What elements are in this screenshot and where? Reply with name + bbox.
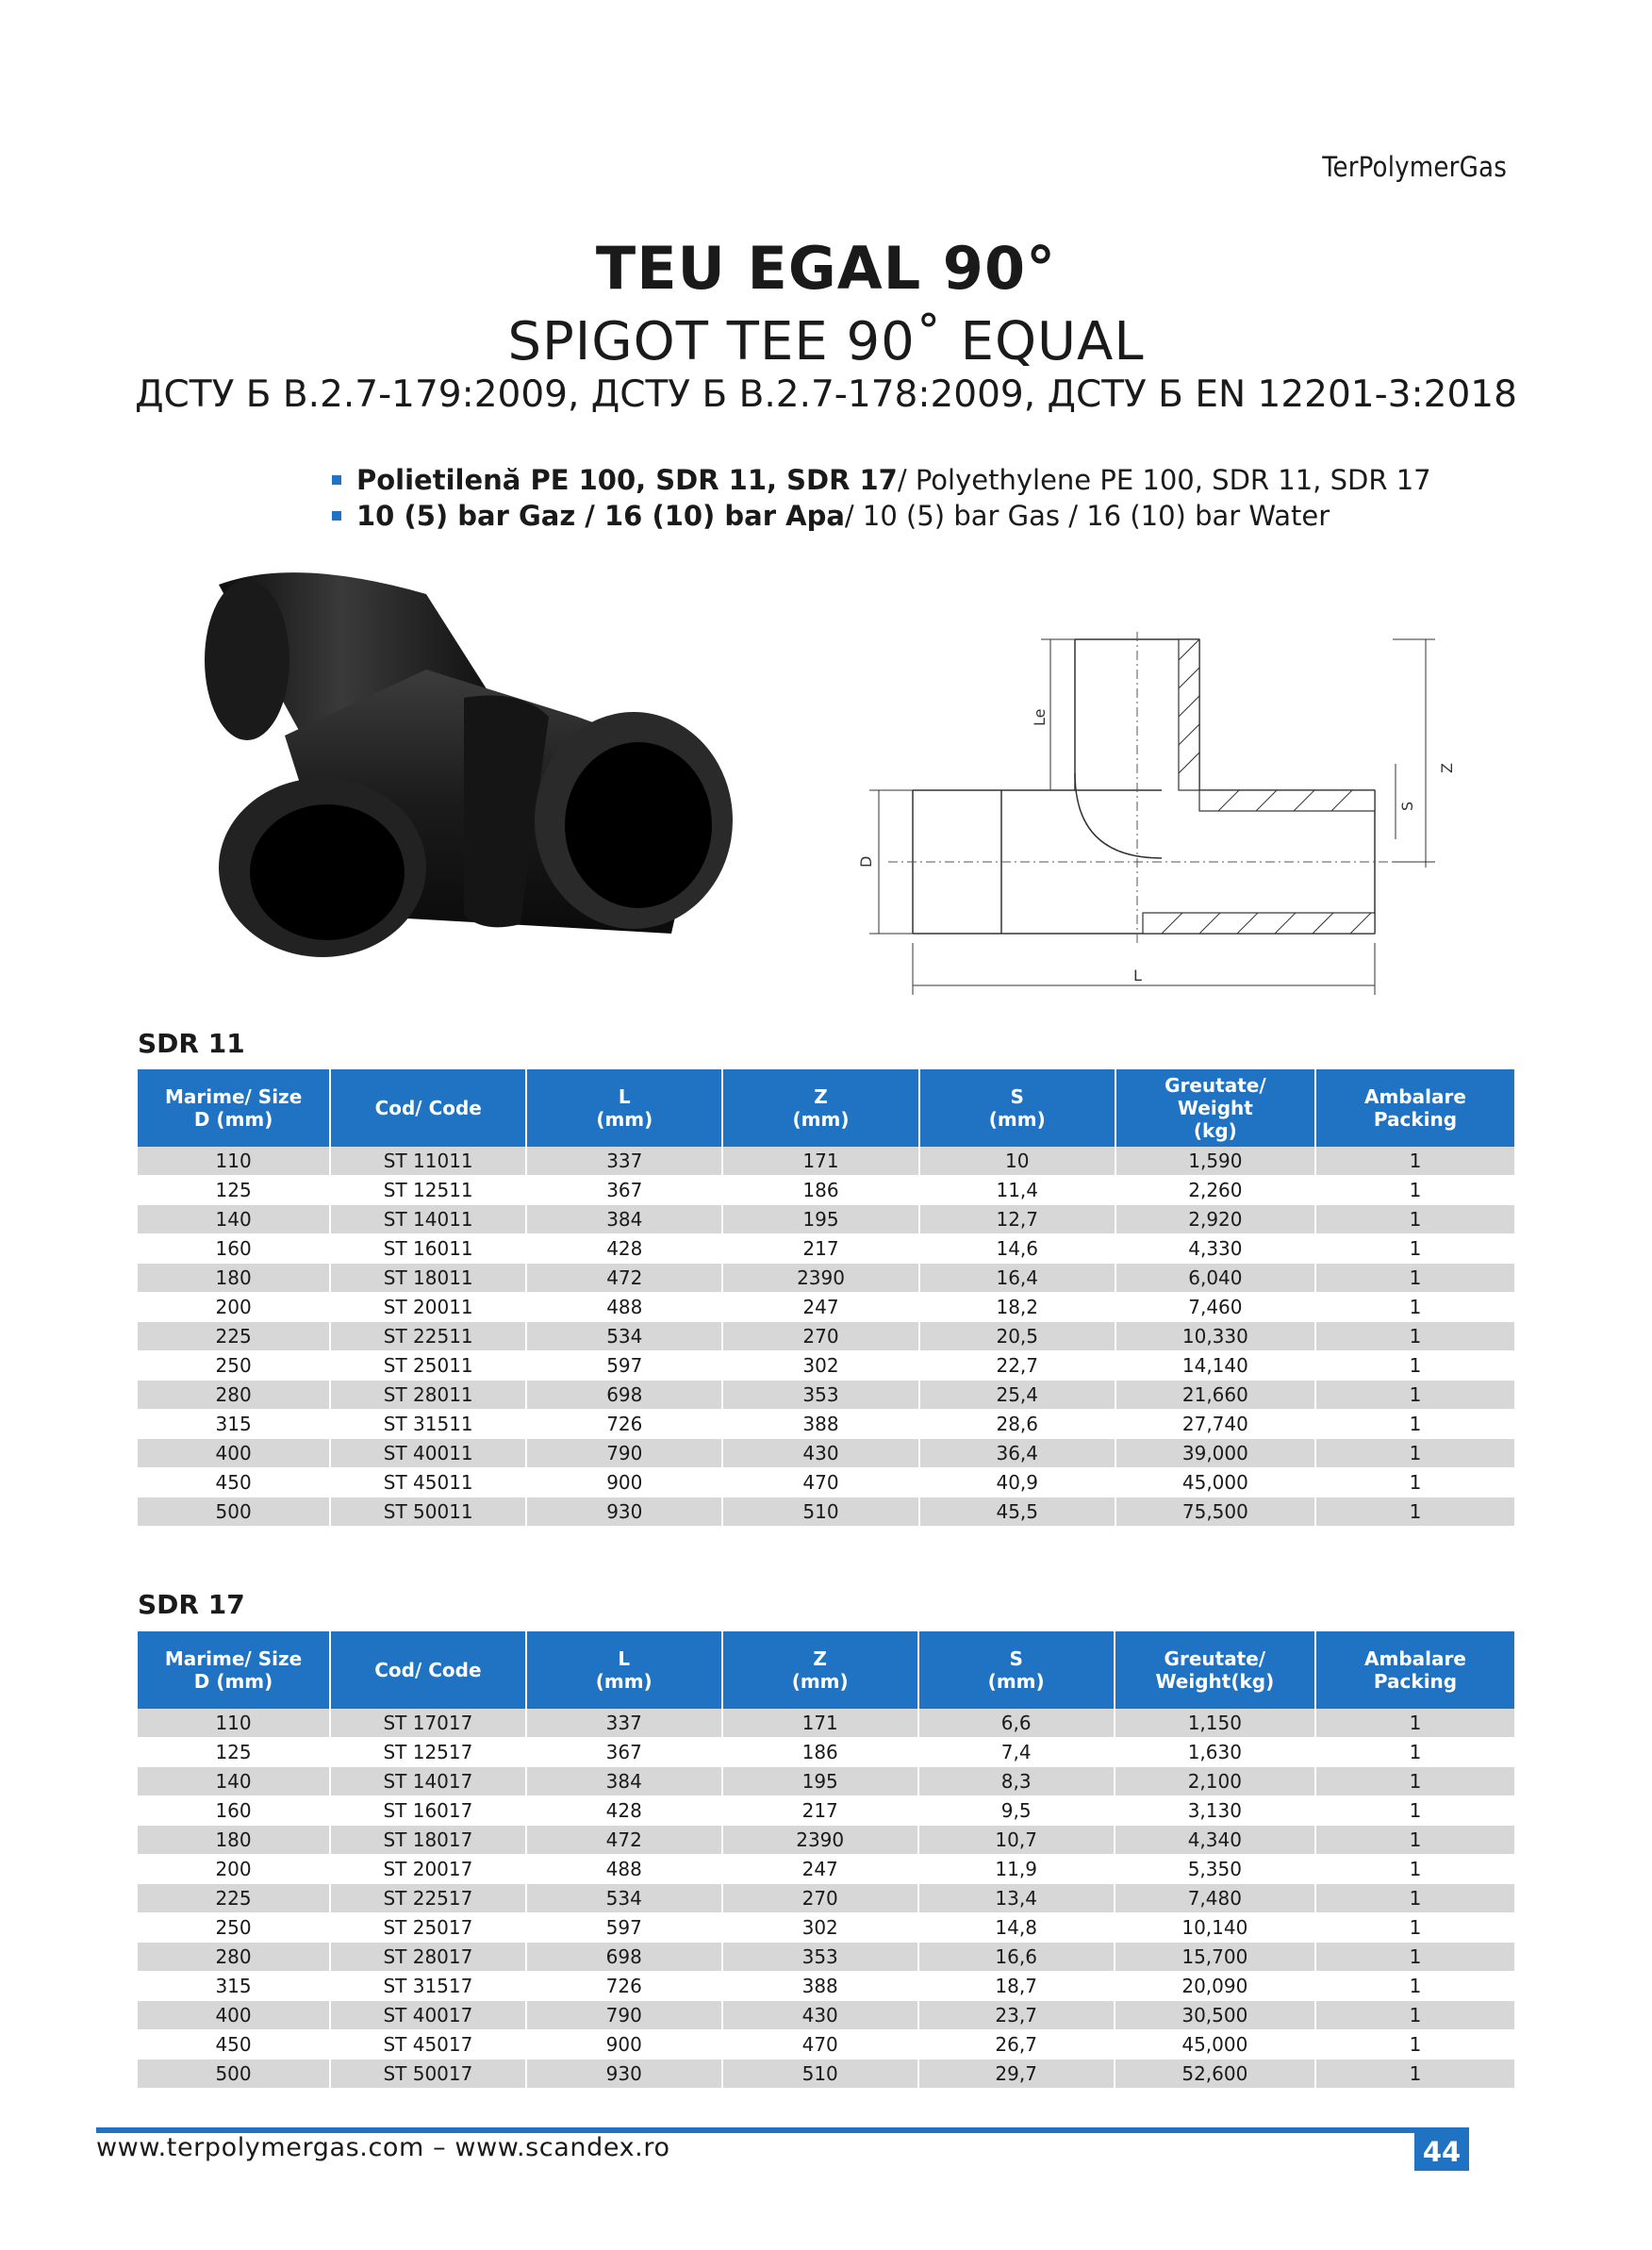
table-cell: 1 — [1315, 1826, 1514, 1855]
table-cell: 930 — [526, 2060, 722, 2089]
table-cell: 247 — [722, 1293, 918, 1322]
table-cell: 25,4 — [919, 1381, 1115, 1410]
col-l: L (mm) — [526, 1069, 722, 1147]
table-cell: 247 — [722, 1855, 918, 1884]
table-cell: 337 — [526, 1709, 722, 1738]
table-cell: 110 — [138, 1709, 330, 1738]
table-cell: 1 — [1315, 1439, 1514, 1468]
bullet-square-icon — [332, 475, 341, 485]
dim-z-label: Z — [1438, 763, 1456, 773]
table-cell: 337 — [526, 1147, 722, 1176]
feature-item — [332, 462, 1431, 498]
page-title: TEU EGAL 90° — [595, 234, 1057, 303]
table-cell: 16,4 — [919, 1264, 1115, 1293]
table-cell: 428 — [526, 1796, 722, 1826]
col-packing: Ambalare Packing — [1315, 1631, 1514, 1709]
table-cell: 39,000 — [1115, 1439, 1315, 1468]
standards-line: ДСТУ Б В.2.7-179:2009, ДСТУ Б В.2.7-178:2009, ДСТУ Б EN 12201-3:2018 — [135, 373, 1517, 416]
table-cell: 400 — [138, 1439, 330, 1468]
table-cell: 1 — [1315, 1913, 1514, 1943]
table-cell: 52,600 — [1115, 2060, 1315, 2089]
table-cell: ST 18017 — [330, 1826, 526, 1855]
feature-text: / 10 (5) bar Gas / 16 (10) bar Water — [844, 500, 1330, 532]
col-z: Z (mm) — [722, 1631, 918, 1709]
table-cell: 14,8 — [918, 1913, 1115, 1943]
table-cell: 6,040 — [1115, 1264, 1315, 1293]
table-cell: 225 — [138, 1884, 330, 1913]
table-cell: 450 — [138, 1468, 330, 1497]
table-cell: 28,6 — [919, 1410, 1115, 1439]
table-row — [138, 1796, 1514, 1826]
col-weight: Greutate/ Weight (kg) — [1115, 1069, 1315, 1147]
table-cell: 367 — [526, 1176, 722, 1205]
table-cell: 430 — [722, 2001, 918, 2030]
table-cell: 20,090 — [1115, 1972, 1315, 2001]
table-cell: 470 — [722, 1468, 918, 1497]
table-cell: 1 — [1315, 2030, 1514, 2060]
table-cell: 29,7 — [918, 2060, 1115, 2089]
table-cell: 5,350 — [1115, 1855, 1315, 1884]
brand-name: TerPolymerGas — [1322, 151, 1507, 183]
table-cell: 1 — [1315, 1855, 1514, 1884]
table-cell: 270 — [722, 1884, 918, 1913]
table-cell: 488 — [526, 1293, 722, 1322]
col-code: Cod/ Code — [330, 1069, 526, 1147]
table-cell: 171 — [722, 1709, 918, 1738]
table-cell: 195 — [722, 1205, 918, 1234]
table-cell: 302 — [722, 1351, 918, 1381]
table-cell: ST 45017 — [330, 2030, 526, 2060]
table-cell: 23,7 — [918, 2001, 1115, 2030]
table-cell: 250 — [138, 1913, 330, 1943]
table-cell: ST 12517 — [330, 1738, 526, 1767]
table-cell: 10 — [919, 1147, 1115, 1176]
table-cell: 45,000 — [1115, 1468, 1315, 1497]
table-cell: 900 — [526, 1468, 722, 1497]
col-s: S (mm) — [918, 1631, 1115, 1709]
table-cell: 217 — [722, 1796, 918, 1826]
page-number-badge: 44 — [1414, 2133, 1469, 2171]
table-cell: 40,9 — [919, 1468, 1115, 1497]
table-cell: ST 14011 — [330, 1205, 526, 1234]
dim-s-label: S — [1398, 801, 1416, 811]
table-cell: 1 — [1315, 1234, 1514, 1264]
table-cell: 1 — [1315, 2001, 1514, 2030]
table-header-row — [138, 1069, 1514, 1147]
sdr11-label: SDR 11 — [138, 1028, 245, 1059]
table-cell: 1 — [1315, 2060, 1514, 2089]
table-row — [138, 1264, 1514, 1293]
table-cell: ST 45011 — [330, 1468, 526, 1497]
col-size: Marime/ Size D (mm) — [138, 1069, 330, 1147]
table-cell: 510 — [722, 1497, 918, 1527]
table-row — [138, 1381, 1514, 1410]
table-cell: 1 — [1315, 1264, 1514, 1293]
table-cell: 200 — [138, 1293, 330, 1322]
table-cell: 3,130 — [1115, 1796, 1315, 1826]
table-cell: 726 — [526, 1410, 722, 1439]
table-cell: 11,9 — [918, 1855, 1115, 1884]
table-cell: ST 12511 — [330, 1176, 526, 1205]
table-cell: 2,260 — [1115, 1176, 1315, 1205]
table-cell: 930 — [526, 1497, 722, 1527]
table-cell: ST 28011 — [330, 1381, 526, 1410]
table-row — [138, 1913, 1514, 1943]
table-cell: 790 — [526, 2001, 722, 2030]
col-weight: Greutate/ Weight(kg) — [1115, 1631, 1315, 1709]
table-cell: 2,100 — [1115, 1767, 1315, 1796]
dim-l-label: L — [1133, 967, 1142, 984]
table-cell: 353 — [722, 1943, 918, 1972]
table-cell: 1,630 — [1115, 1738, 1315, 1767]
feature-bold: 10 (5) bar Gaz / 16 (10) bar Apa — [356, 500, 845, 532]
table-cell: 1 — [1315, 1497, 1514, 1527]
tee-technical-drawing — [857, 622, 1463, 1000]
table-cell: 6,6 — [918, 1709, 1115, 1738]
table-cell: 171 — [722, 1147, 918, 1176]
table-cell: 195 — [722, 1767, 918, 1796]
table-cell: ST 25017 — [330, 1913, 526, 1943]
table-cell: 10,330 — [1115, 1322, 1315, 1351]
feature-text: / Polyethylene PE 100, SDR 11, SDR 17 — [897, 464, 1431, 496]
table-cell: 472 — [526, 1264, 722, 1293]
col-l: L (mm) — [526, 1631, 722, 1709]
table-cell: 1 — [1315, 1468, 1514, 1497]
table-cell: 500 — [138, 1497, 330, 1527]
table-header-row — [138, 1631, 1514, 1709]
table-cell: 388 — [722, 1972, 918, 2001]
col-code: Cod/ Code — [330, 1631, 526, 1709]
table-cell: ST 14017 — [330, 1767, 526, 1796]
table-cell: 270 — [722, 1322, 918, 1351]
table-cell: ST 11011 — [330, 1147, 526, 1176]
table-cell: 1 — [1315, 1293, 1514, 1322]
table-cell: 217 — [722, 1234, 918, 1264]
table-row — [138, 1439, 1514, 1468]
table-cell: 1 — [1315, 1410, 1514, 1439]
table-cell: 22,7 — [919, 1351, 1115, 1381]
table-row — [138, 1293, 1514, 1322]
tee-product-photo — [181, 556, 766, 990]
sdr17-label: SDR 17 — [138, 1589, 245, 1620]
table-cell: 125 — [138, 1176, 330, 1205]
dim-le-label: Le — [1031, 708, 1049, 726]
table-cell: 353 — [722, 1381, 918, 1410]
table-cell: 698 — [526, 1381, 722, 1410]
table-cell: 125 — [138, 1738, 330, 1767]
table-cell: 597 — [526, 1913, 722, 1943]
table-cell: 428 — [526, 1234, 722, 1264]
table-cell: 10,7 — [918, 1826, 1115, 1855]
table-row — [138, 1972, 1514, 2001]
table-cell: 160 — [138, 1234, 330, 1264]
table-cell: 384 — [526, 1767, 722, 1796]
table-cell: 18,7 — [918, 1972, 1115, 2001]
table-cell: 7,480 — [1115, 1884, 1315, 1913]
table-cell: 1 — [1315, 1176, 1514, 1205]
table-cell: ST 20017 — [330, 1855, 526, 1884]
table-cell: ST 20011 — [330, 1293, 526, 1322]
table-cell: 186 — [722, 1176, 918, 1205]
table-cell: 45,5 — [919, 1497, 1115, 1527]
table-cell: 430 — [722, 1439, 918, 1468]
table-row — [138, 1176, 1514, 1205]
table-row — [138, 1322, 1514, 1351]
table-cell: 1 — [1315, 1767, 1514, 1796]
table-cell: 250 — [138, 1351, 330, 1381]
table-cell: 280 — [138, 1943, 330, 1972]
table-row — [138, 1147, 1514, 1176]
table-cell: 726 — [526, 1972, 722, 2001]
table-cell: 1,590 — [1115, 1147, 1315, 1176]
table-cell: 597 — [526, 1351, 722, 1381]
table-cell: 698 — [526, 1943, 722, 1972]
table-cell: 21,660 — [1115, 1381, 1315, 1410]
table-cell: 4,340 — [1115, 1826, 1315, 1855]
sdr17-table — [138, 1631, 1514, 2089]
table-cell: ST 22511 — [330, 1322, 526, 1351]
table-cell: 1 — [1315, 1972, 1514, 2001]
table-cell: 30,500 — [1115, 2001, 1315, 2030]
table-cell: 488 — [526, 1855, 722, 1884]
table-cell: 534 — [526, 1322, 722, 1351]
table-cell: 1 — [1315, 1943, 1514, 1972]
sdr11-table — [138, 1069, 1514, 1527]
table-cell: 36,4 — [919, 1439, 1115, 1468]
table-cell: ST 40011 — [330, 1439, 526, 1468]
table-cell: 315 — [138, 1972, 330, 2001]
table-row — [138, 1205, 1514, 1234]
table-row — [138, 2060, 1514, 2089]
feature-list — [332, 462, 1431, 534]
table-cell: ST 50011 — [330, 1497, 526, 1527]
table-cell: 7,4 — [918, 1738, 1115, 1767]
table-cell: 7,460 — [1115, 1293, 1315, 1322]
table-cell: 13,4 — [918, 1884, 1115, 1913]
table-cell: ST 31517 — [330, 1972, 526, 2001]
dim-d-label: D — [857, 855, 875, 868]
table-cell: ST 17017 — [330, 1709, 526, 1738]
table-cell: 1 — [1315, 1322, 1514, 1351]
table-cell: 200 — [138, 1855, 330, 1884]
table-cell: 1 — [1315, 1147, 1514, 1176]
table-cell: ST 31511 — [330, 1410, 526, 1439]
table-cell: 315 — [138, 1410, 330, 1439]
table-cell: ST 16011 — [330, 1234, 526, 1264]
table-row — [138, 1351, 1514, 1381]
table-cell: 27,740 — [1115, 1410, 1315, 1439]
table-cell: 10,140 — [1115, 1913, 1315, 1943]
table-row — [138, 1943, 1514, 1972]
col-s: S (mm) — [919, 1069, 1115, 1147]
table-cell: 302 — [722, 1913, 918, 1943]
table-cell: 110 — [138, 1147, 330, 1176]
table-row — [138, 2001, 1514, 2030]
table-cell: 2390 — [722, 1826, 918, 1855]
table-row — [138, 1410, 1514, 1439]
table-cell: 1,150 — [1115, 1709, 1315, 1738]
table-cell: 472 — [526, 1826, 722, 1855]
table-cell: 140 — [138, 1767, 330, 1796]
page-subtitle: SPIGOT TEE 90˚ EQUAL — [507, 311, 1145, 372]
table-row — [138, 1855, 1514, 1884]
table-cell: 2390 — [722, 1264, 918, 1293]
table-cell: 14,6 — [919, 1234, 1115, 1264]
table-cell: 18,2 — [919, 1293, 1115, 1322]
table-cell: 14,140 — [1115, 1351, 1315, 1381]
table-cell: 1 — [1315, 1205, 1514, 1234]
table-cell: 26,7 — [918, 2030, 1115, 2060]
table-cell: 1 — [1315, 1796, 1514, 1826]
table-cell: 500 — [138, 2060, 330, 2089]
table-cell: 534 — [526, 1884, 722, 1913]
feature-bold: Polietilenă PE 100, SDR 11, SDR 17 — [356, 464, 898, 496]
table-cell: 280 — [138, 1381, 330, 1410]
table-cell: 11,4 — [919, 1176, 1115, 1205]
table-cell: 1 — [1315, 1738, 1514, 1767]
table-cell: ST 28017 — [330, 1943, 526, 1972]
table-cell: ST 50017 — [330, 2060, 526, 2089]
table-cell: 180 — [138, 1826, 330, 1855]
table-cell: 1 — [1315, 1884, 1514, 1913]
table-cell: ST 25011 — [330, 1351, 526, 1381]
table-cell: 225 — [138, 1322, 330, 1351]
table-row — [138, 1709, 1514, 1738]
table-row — [138, 1468, 1514, 1497]
table-cell: ST 22517 — [330, 1884, 526, 1913]
table-cell: 160 — [138, 1796, 330, 1826]
table-cell: 16,6 — [918, 1943, 1115, 1972]
table-cell: 384 — [526, 1205, 722, 1234]
col-packing: Ambalare Packing — [1315, 1069, 1514, 1147]
table-row — [138, 1826, 1514, 1855]
table-cell: 900 — [526, 2030, 722, 2060]
col-size: Marime/ Size D (mm) — [138, 1631, 330, 1709]
table-row — [138, 1884, 1514, 1913]
table-row — [138, 1767, 1514, 1796]
bullet-square-icon — [332, 511, 341, 521]
table-cell: 400 — [138, 2001, 330, 2030]
table-cell: 75,500 — [1115, 1497, 1315, 1527]
table-cell: 388 — [722, 1410, 918, 1439]
footer-urls[interactable]: www.terpolymergas.com – www.scandex.ro — [96, 2133, 670, 2162]
table-cell: 15,700 — [1115, 1943, 1315, 1972]
table-cell: 8,3 — [918, 1767, 1115, 1796]
table-cell: ST 16017 — [330, 1796, 526, 1826]
table-cell: 2,920 — [1115, 1205, 1315, 1234]
table-cell: 790 — [526, 1439, 722, 1468]
table-cell: 12,7 — [919, 1205, 1115, 1234]
table-cell: 180 — [138, 1264, 330, 1293]
table-cell: ST 18011 — [330, 1264, 526, 1293]
table-cell: 45,000 — [1115, 2030, 1315, 2060]
table-row — [138, 1497, 1514, 1527]
table-cell: 367 — [526, 1738, 722, 1767]
col-z: Z (mm) — [722, 1069, 918, 1147]
table-cell: 4,330 — [1115, 1234, 1315, 1264]
table-cell: 186 — [722, 1738, 918, 1767]
table-cell: 20,5 — [919, 1322, 1115, 1351]
feature-item — [332, 498, 1431, 534]
table-row — [138, 1738, 1514, 1767]
table-cell: 1 — [1315, 1709, 1514, 1738]
table-cell: 140 — [138, 1205, 330, 1234]
table-cell: 1 — [1315, 1351, 1514, 1381]
table-cell: ST 40017 — [330, 2001, 526, 2030]
table-row — [138, 2030, 1514, 2060]
table-cell: 9,5 — [918, 1796, 1115, 1826]
table-row — [138, 1234, 1514, 1264]
table-cell: 450 — [138, 2030, 330, 2060]
table-cell: 510 — [722, 2060, 918, 2089]
table-cell: 470 — [722, 2030, 918, 2060]
table-cell: 1 — [1315, 1381, 1514, 1410]
